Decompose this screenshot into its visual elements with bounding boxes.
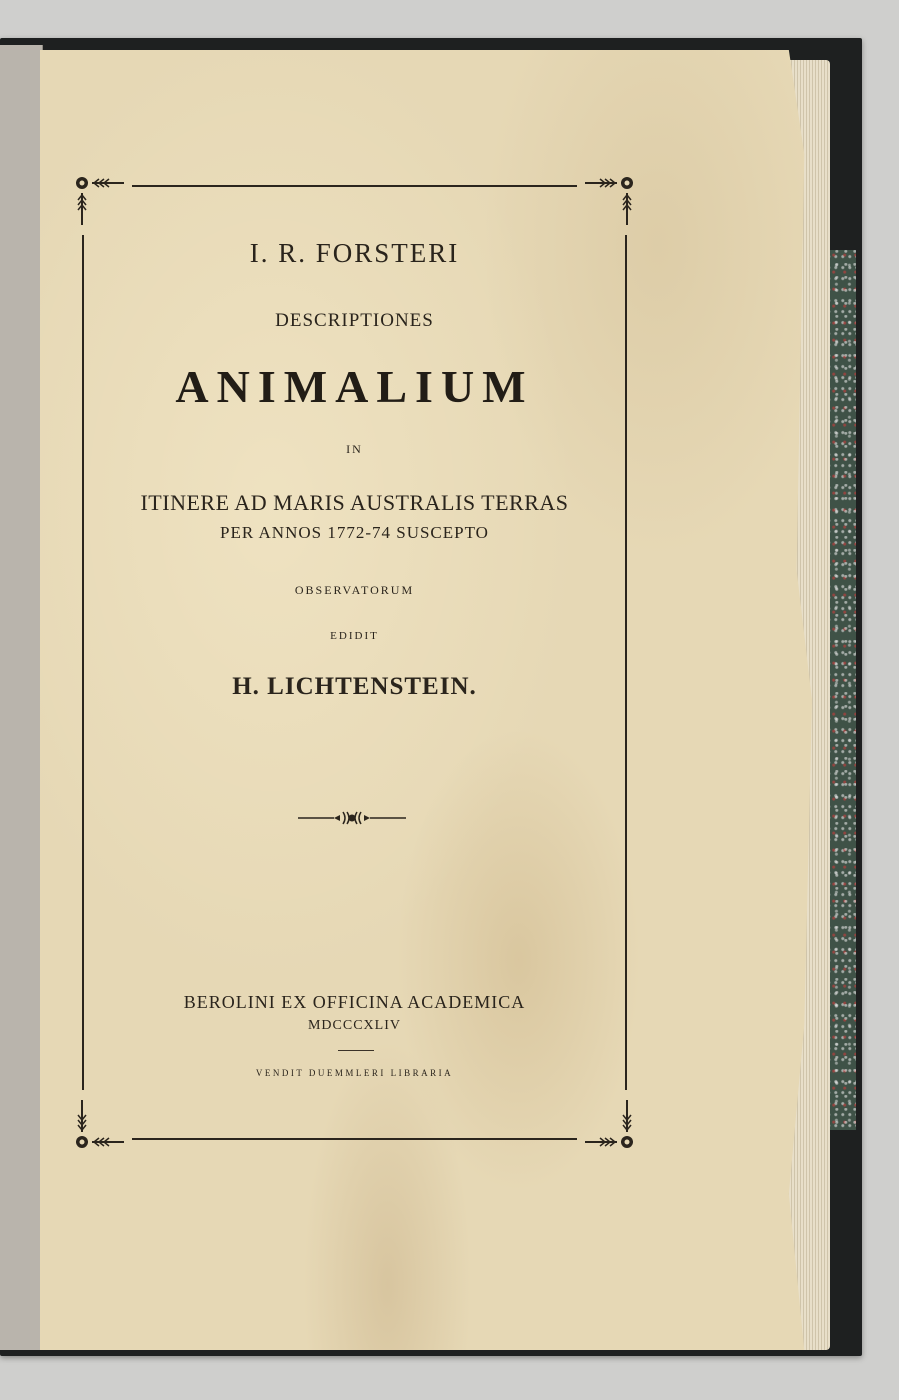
descriptiones-line: DESCRIPTIONES — [275, 310, 434, 331]
floral-corner-ornament-icon — [577, 1092, 637, 1152]
inner-board — [0, 45, 43, 1350]
vendit-line: VENDIT DUEMMLERI LIBRARIA — [255, 1068, 454, 1078]
floral-corner-ornament-icon — [72, 1092, 132, 1152]
marbled-spine — [826, 250, 856, 1130]
editor-name: H. LICHTENSTEIN. — [232, 673, 477, 700]
itinere-line: ITINERE AD MARIS AUSTRALIS TERRAS — [140, 490, 569, 515]
observatorum-line: OBSERVATORUM — [294, 583, 415, 597]
frame-bottom-rule — [132, 1138, 577, 1140]
main-title: ANIMALIUM — [175, 361, 534, 412]
printer-fleuron-icon — [296, 808, 408, 828]
floral-corner-ornament-icon — [577, 173, 637, 233]
floral-corner-ornament-icon — [72, 173, 132, 233]
imprint-line: BEROLINI EX OFFICINA ACADEMICA — [183, 992, 526, 1012]
short-rule — [338, 1050, 374, 1051]
author-line: I. R. FORSTERI — [249, 238, 460, 268]
edidit-line: EDIDIT — [330, 630, 379, 642]
frame-top-rule — [132, 185, 577, 187]
per-annos-line: PER ANNOS 1772-74 SUSCEPTO — [220, 523, 489, 542]
in-line: IN — [346, 442, 363, 456]
publication-year: MDCCCXLIV — [307, 1018, 401, 1033]
